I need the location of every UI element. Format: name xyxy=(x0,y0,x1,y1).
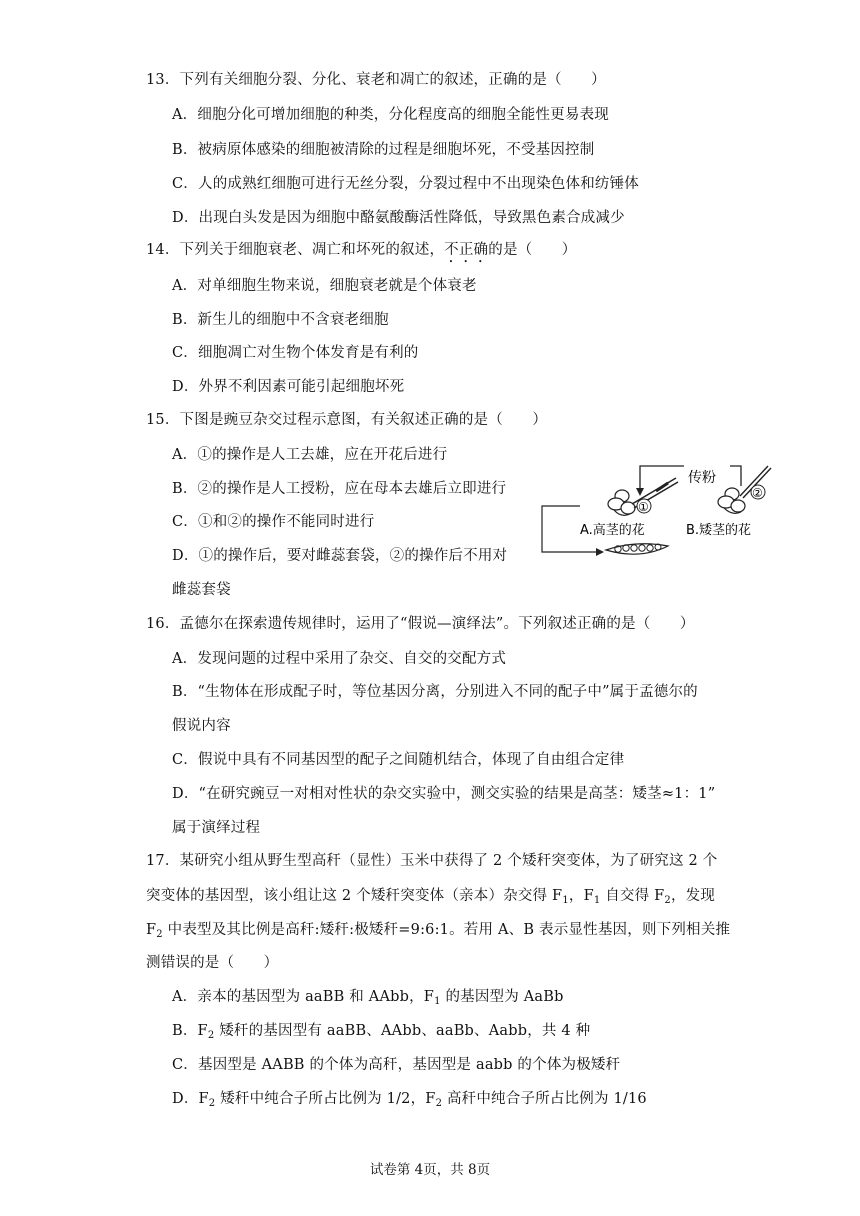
q17-l2-a: 突变体的基因型，该小组让这 2 个矮秆突变体（亲本）杂交得 F xyxy=(146,888,563,904)
q17-l2-b: ，F xyxy=(568,888,594,904)
q14-stem-emphasis: 不正确 xyxy=(444,242,489,258)
q17-d-mid: 矮秆中纯合子所占比例为 1/2，F xyxy=(215,1091,436,1107)
page-footer: 试卷第 4页，共 8页 xyxy=(369,1162,491,1178)
q16-option-a: A．发现问题的过程中采用了杂交、自交的交配方式 xyxy=(172,651,507,667)
q17-b-post: 矮秆的基因型有 aaBB、AAbb、aaBb、Aabb，共 4 种 xyxy=(214,1023,591,1039)
flower-b-label: B.矮茎的花 xyxy=(686,523,752,538)
q14-stem-post: 的是（ ） xyxy=(488,242,577,258)
q17-d-sub2: 2 xyxy=(435,1098,443,1109)
q14-option-c: C．细胞凋亡对生物个体发育是有利的 xyxy=(172,345,419,361)
q17-l2-c: 自交得 F xyxy=(600,888,665,904)
q16-option-b-line2: 假说内容 xyxy=(172,718,231,734)
transfer-label: 传粉 xyxy=(688,470,716,486)
q14-stem xyxy=(146,240,576,266)
short-flower-icon xyxy=(718,488,745,513)
q15-option-d-line2: 雌蕊套袋 xyxy=(172,582,231,598)
q17-l2-sub2: 1 xyxy=(593,895,601,906)
q17-l2-sub1: 1 xyxy=(562,895,569,906)
q17-l2-sub3: 2 xyxy=(664,895,671,906)
tall-flower-icon xyxy=(608,490,635,515)
q15-option-a: A．①的操作是人工去雄，应在开花后进行 xyxy=(172,447,448,463)
q14-stem-pre: 14．下列关于细胞衰老、凋亡和坏死的叙述， xyxy=(146,242,445,258)
q17-option-b xyxy=(172,1021,590,1041)
q14-option-d: D．外界不利因素可能引起细胞坏死 xyxy=(172,379,405,395)
q17-a-sub: 1 xyxy=(434,996,441,1007)
q17-stem-line2 xyxy=(146,886,715,906)
q13-option-a: A．细胞分化可增加细胞的种类，分化程度高的细胞全能性更易表现 xyxy=(172,107,609,123)
q13-option-b: B．被病原体感染的细胞被清除的过程是细胞坏死，不受基因控制 xyxy=(172,142,595,158)
q17-b-pre: B．F xyxy=(172,1023,208,1039)
q17-d-pre: D．F xyxy=(172,1091,209,1107)
label-2: ② xyxy=(752,486,763,500)
q16-option-c: C．假说中具有不同基因型的配子之间随机结合，体现了自由组合定律 xyxy=(172,752,625,768)
q15-option-c: C．①和②的操作不能同时进行 xyxy=(172,514,375,530)
result-arrow-head-icon xyxy=(596,548,604,556)
q17-d-post: 高秆中纯合子所占比例为 1/16 xyxy=(442,1091,647,1107)
pea-cross-diagram xyxy=(536,458,786,558)
q17-stem-line3 xyxy=(146,920,730,940)
q17-l3-a: F xyxy=(146,922,157,938)
q17-a-pre: A．亲本的基因型为 aaBB 和 AAbb，F xyxy=(172,989,435,1005)
q15-stem: 15．下图是豌豆杂交过程示意图，有关叙述正确的是（ ） xyxy=(146,412,548,428)
q15-option-b: B．②的操作是人工授粉，应在母本去雄后立即进行 xyxy=(172,481,507,497)
q17-l2-d: ，发现 xyxy=(670,888,716,904)
q17-d-sub1: 2 xyxy=(208,1098,216,1109)
q13-option-c: C．人的成熟红细胞可进行无丝分裂，分裂过程中不出现染色体和纺锤体 xyxy=(172,176,639,192)
pea-pod-icon xyxy=(606,544,668,554)
q17-l3-sub: 2 xyxy=(156,929,163,940)
q17-option-a xyxy=(172,987,564,1007)
q16-option-d-line1: D．“在研究豌豆一对相对性状的杂交实验中，测交实验的结果是高茎：矮茎≈1：1” xyxy=(172,786,716,802)
q17-stem-line4: 测错误的是（ ） xyxy=(146,955,279,971)
q17-a-post: 的基因型为 AaBb xyxy=(440,989,564,1005)
arrow-head-icon xyxy=(636,488,644,496)
q17-option-c: C．基因型是 AABB 的个体为高秆，基因型是 aabb 的个体为极矮秆 xyxy=(172,1057,621,1073)
q17-stem-line1: 17．某研究小组从野生型高秆（显性）玉米中获得了 2 个矮秆突变体，为了研究这 2 个 xyxy=(146,853,718,869)
q17-l3-b: 中表型及其比例是高秆:矮秆:极矮秆=9:6:1。若用 A、B 表示显性基因，则下列相关推 xyxy=(162,922,731,938)
q16-option-d-line2: 属于演绎过程 xyxy=(172,820,261,836)
flower-a-label: A.高茎的花 xyxy=(580,523,645,538)
q16-stem: 16．孟德尔在探索遗传规律时，运用了“假说—演绎法”。下列叙述正确的是（ ） xyxy=(146,616,695,632)
q15-option-d-line1: D．①的操作后，要对雌蕊套袋，②的操作后不用对 xyxy=(172,548,508,564)
q13-stem: 13．下列有关细胞分裂、分化、衰老和凋亡的叙述，正确的是（ ） xyxy=(146,72,606,88)
q16-option-b-line1: B．“生物体在形成配子时，等位基因分离，分别进入不同的配子中”属于孟德尔的 xyxy=(172,684,698,700)
q14-option-a: A．对单细胞生物来说，细胞衰老就是个体衰老 xyxy=(172,278,477,294)
q17-option-d xyxy=(172,1089,647,1109)
q14-option-b: B．新生儿的细胞中不含衰老细胞 xyxy=(172,312,389,328)
q13-option-d: D．出现白头发是因为细胞中酪氨酸酶活性降低，导致黑色素合成减少 xyxy=(172,210,625,226)
q17-b-sub: 2 xyxy=(207,1030,215,1041)
label-1: ① xyxy=(638,500,649,514)
